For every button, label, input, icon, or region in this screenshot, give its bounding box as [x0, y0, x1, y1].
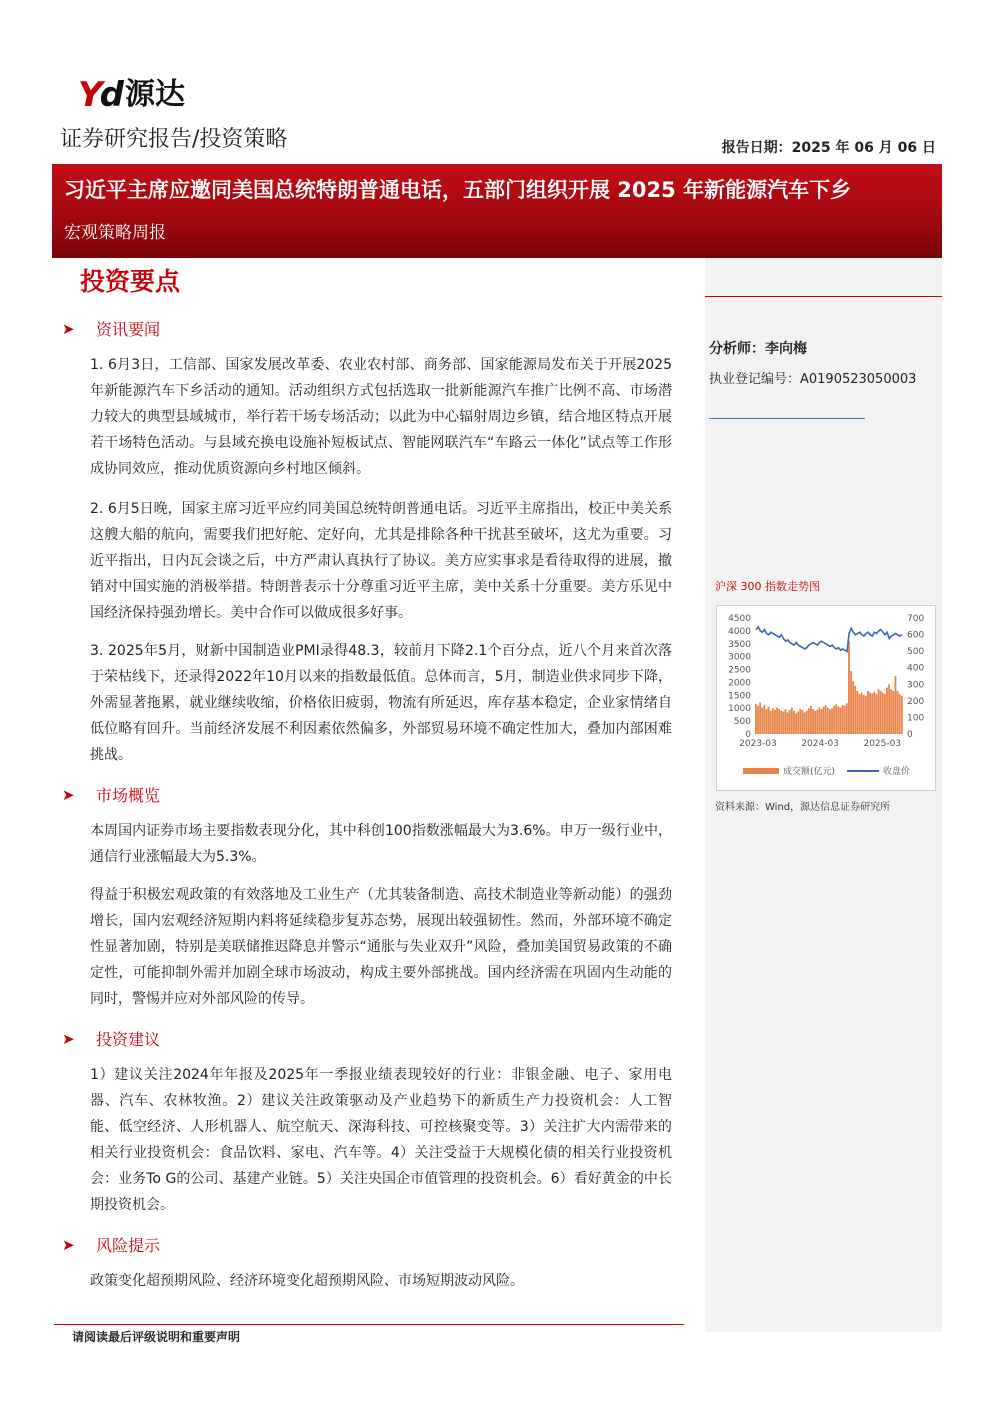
volume-bar [787, 712, 789, 734]
legend-label-close: 收盘价 [883, 767, 911, 777]
volume-bar [856, 691, 858, 734]
sidebar [705, 258, 942, 1332]
volume-bar [768, 707, 770, 734]
news-paragraph-3: 3. 2025年5月，财新中国制造业PMI录得48.3，较前月下降2.1个百分点，近八个月来首次落于荣枯线下，还录得2022年10月以来的指数最低值。总体而言，5月，制造业供求同步下降，外需显著拖累，就业继续收缩，价格依旧疲弱，物流有所延迟，库存基本稳定，企业家情绪自低位略有回升。当前经济发展不利因素依然偏多，外部贸易环境不确定性加大，叠加内部困难挑战。 [90, 643, 672, 763]
volume-bar [852, 681, 854, 734]
volume-bar [846, 703, 848, 734]
footer-divider [54, 1324, 684, 1325]
volume-bar [888, 684, 890, 734]
volume-bar [827, 707, 829, 734]
brand-logo [78, 75, 185, 115]
volume-bar [808, 708, 810, 734]
chart-source: 资料来源：Wind，源达信息证券研究所 [715, 802, 891, 813]
volume-bar [821, 709, 823, 734]
y-right-tick-label: 600 [907, 630, 925, 641]
volume-bar [829, 709, 831, 734]
volume-bar [837, 707, 839, 734]
y-left-tick-label: 2500 [728, 665, 751, 676]
volume-bar [892, 691, 894, 734]
volume-bar [802, 710, 804, 734]
volume-bar [890, 689, 892, 734]
volume-bar [873, 692, 875, 734]
sidebar-divider-top [705, 296, 942, 297]
volume-bar [865, 696, 867, 734]
volume-bar [863, 695, 865, 734]
volume-bar [878, 689, 880, 734]
sidebar-divider-mid [709, 418, 865, 419]
y-right-tick-label: 0 [907, 730, 913, 740]
volume-bar [859, 694, 861, 734]
x-tick-label: 2025-03 [863, 739, 902, 749]
report-date: 报告日期：2025 年 06 月 06 日 [721, 140, 936, 156]
y-right-tick-label: 500 [907, 647, 925, 658]
section-heading-market [62, 783, 160, 806]
section-heading-label: 投资建议 [96, 1030, 161, 1049]
volume-bar [804, 712, 806, 734]
chevron-right-icon: ➤ [62, 785, 75, 804]
volume-bar [766, 709, 768, 734]
volume-bar [897, 691, 899, 734]
volume-bar [759, 703, 761, 734]
volume-bar [861, 693, 863, 734]
volume-bar [895, 676, 897, 734]
y-right-tick-label: 300 [907, 680, 925, 691]
news-paragraph-1: 1. 6月3日，工信部、国家发展改革委、农业农村部、商务部、国家能源局发布关于开展2025年新能源汽车下乡活动的通知。活动组织方式包括选取一批新能源汽车推广比例不高、市场潜力较大的典型县域城市，举行若干场专场活动；以此为中心辐射周边乡镇，结合地区特点开展若干场特色活动。与县域充换电设施补短板试点、智能网联汽车“车路云一体化”试点等工作形成协同效应，推动优质资源向乡村地区倾斜。 [90, 357, 672, 477]
volume-bar [876, 694, 878, 734]
volume-bar [763, 705, 765, 734]
volume-bar [854, 686, 856, 734]
volume-bar [772, 708, 774, 734]
market-paragraph-1: 本周国内证券市场主要指数表现分化，其中科创100指数涨幅最大为3.6%。申万一级行业中，通信行业涨幅最大为5.3%。 [90, 823, 672, 865]
volume-bar [797, 712, 799, 734]
volume-bar [793, 711, 795, 734]
y-right-tick-label: 200 [907, 696, 925, 707]
volume-bar [880, 691, 882, 734]
volume-bar [770, 711, 772, 734]
logo-mark [78, 75, 121, 115]
y-left-tick-label: 4000 [728, 626, 751, 637]
volume-bar [755, 704, 757, 734]
volume-bar [884, 694, 886, 734]
volume-bar [882, 693, 884, 734]
section-heading-advice [62, 1027, 160, 1050]
volume-bar [833, 706, 835, 734]
volume-bar [778, 709, 780, 734]
y-left-tick-label: 1000 [728, 704, 751, 715]
volume-bar [757, 706, 759, 734]
volume-bar [814, 711, 816, 734]
volume-bar [791, 707, 793, 734]
market-paragraph-2: 得益于积极宏观政策的有效落地及工业生产（尤其装备制造、高技术制造业等新动能）的强劲增长，国内宏观经济短期内料将延续稳步复苏态势，展现出较强韧性。然而，外部环境不确定性显著加剧，特别是美联储推迟降息并警示“通胀与失业双升”风险，叠加美国贸易政策的不确定性，可能抑制外需并加剧全球市场波动，构成主要外部挑战。国内经济需在巩固内生动能的同时，警惕并应对外部风险的传导。 [90, 887, 672, 1007]
logo-mark-y: Y [78, 75, 100, 115]
section-heading-risk [62, 1233, 160, 1256]
report-type: 证券研究报告/投资策略 [60, 127, 288, 152]
volume-bar [780, 711, 782, 734]
chevron-right-icon: ➤ [62, 1029, 75, 1048]
volume-bar [825, 705, 827, 734]
analyst-registration: 执业登记编号：A0190523050003 [709, 372, 917, 387]
volume-bar [812, 709, 814, 734]
volume-bar [840, 707, 842, 734]
close-price-line [756, 627, 902, 652]
volume-bar [806, 711, 808, 734]
y-left-tick-label: 500 [733, 717, 751, 728]
volume-bar [835, 704, 837, 734]
volume-bar [795, 713, 797, 734]
logo-mark-d: d [99, 75, 121, 115]
news-paragraph-2: 2. 6月5日晚，国家主席习近平应约同美国总统特朗普通电话。习近平主席指出，校正中美关系这艘大船的航向，需要我们把好舵、定好向，尤其是排除各种干扰甚至破坏，这尤为重要。习近平指出，日内瓦会谈之后，中方严肃认真执行了协议。美方应实事求是看待取得的进展，撤销对中国实施的消极举措。特朗普表示十分尊重习近平主席，美中关系十分重要。美方乐见中国经济保持强劲增长。美中合作可以做成很多好事。 [90, 501, 672, 621]
page-title: 投资要点 [80, 267, 181, 296]
chevron-right-icon: ➤ [62, 319, 75, 338]
section-heading-label: 风险提示 [96, 1236, 161, 1255]
index-chart [716, 605, 936, 791]
legend-swatch-volume [743, 768, 779, 774]
volume-bar [831, 708, 833, 734]
footer-disclaimer: 请阅读最后评级说明和重要声明 [72, 1330, 241, 1344]
volume-bar [844, 706, 846, 734]
report-title: 习近平主席应邀同美国总统特朗普通电话，五部门组织开展 2025 年新能源汽车下乡 [64, 178, 852, 202]
logo-text: 源达 [124, 77, 185, 112]
advice-paragraph-1: 1）建议关注2024年年报及2025年一季报业绩表现较好的行业：非银金融、电子、家用电器、汽车、农林牧渔。2）建议关注政策驱动及产业趋势下的新质生产力投资机会：人工智能、低空经济、人形机器人、航空航天、深海科技、可控核聚变等。3）关注扩大内需带来的相关行业投资机会：食品饮料、家电、汽车等。4）关注受益于大规模化债的相关行业投资机会：业务To G的公司、基建产业链。5）关注央国企市值管理的投资机会。6）看好黄金的中长期投资机会。 [90, 1067, 672, 1213]
y-left-tick-label: 3500 [728, 639, 751, 650]
risk-paragraph-1: 政策变化超预期风险、经济环境变化超预期风险、市场短期波动风险。 [90, 1273, 524, 1289]
chevron-right-icon: ➤ [62, 1235, 75, 1254]
volume-bar [799, 709, 801, 734]
chart-svg [717, 606, 937, 792]
x-tick-label: 2023-03 [739, 739, 777, 749]
section-heading-news [62, 317, 160, 340]
y-right-tick-label: 400 [907, 663, 925, 674]
volume-bar [818, 707, 820, 734]
volume-bar [785, 709, 787, 734]
y-left-tick-label: 0 [745, 730, 751, 740]
volume-bar [823, 707, 825, 734]
volume-bar [816, 710, 818, 734]
volume-bar [842, 705, 844, 734]
volume-bar [850, 671, 852, 734]
y-left-tick-label: 1500 [728, 691, 751, 702]
volume-bar [867, 691, 869, 734]
report-subtitle: 宏观策略周报 [64, 223, 166, 243]
volume-bar [871, 693, 873, 734]
y-right-tick-label: 700 [907, 614, 925, 624]
legend-label-volume: 成交额(亿元) [783, 767, 836, 777]
analyst-name: 分析师：李向梅 [709, 341, 807, 357]
chart-title: 沪深 300 指数走势图 [715, 580, 820, 593]
volume-bar [782, 712, 784, 734]
volume-bar [776, 707, 778, 734]
title-banner [52, 164, 942, 258]
volume-bar [789, 710, 791, 734]
y-right-tick-label: 100 [907, 713, 925, 724]
section-heading-label: 资讯要闻 [96, 320, 161, 339]
y-left-tick-label: 4500 [728, 614, 751, 624]
volume-bar [810, 706, 812, 734]
volume-bar [774, 710, 776, 734]
volume-bar [886, 688, 888, 734]
volume-bar [761, 707, 763, 734]
x-tick-label: 2024-03 [801, 739, 839, 749]
y-left-tick-label: 3000 [728, 652, 751, 663]
volume-bar [901, 696, 903, 734]
volume-bar [869, 693, 871, 734]
y-left-tick-label: 2000 [728, 678, 751, 689]
section-heading-label: 市场概览 [96, 786, 161, 805]
volume-bar [848, 641, 850, 734]
volume-bar [899, 694, 901, 734]
